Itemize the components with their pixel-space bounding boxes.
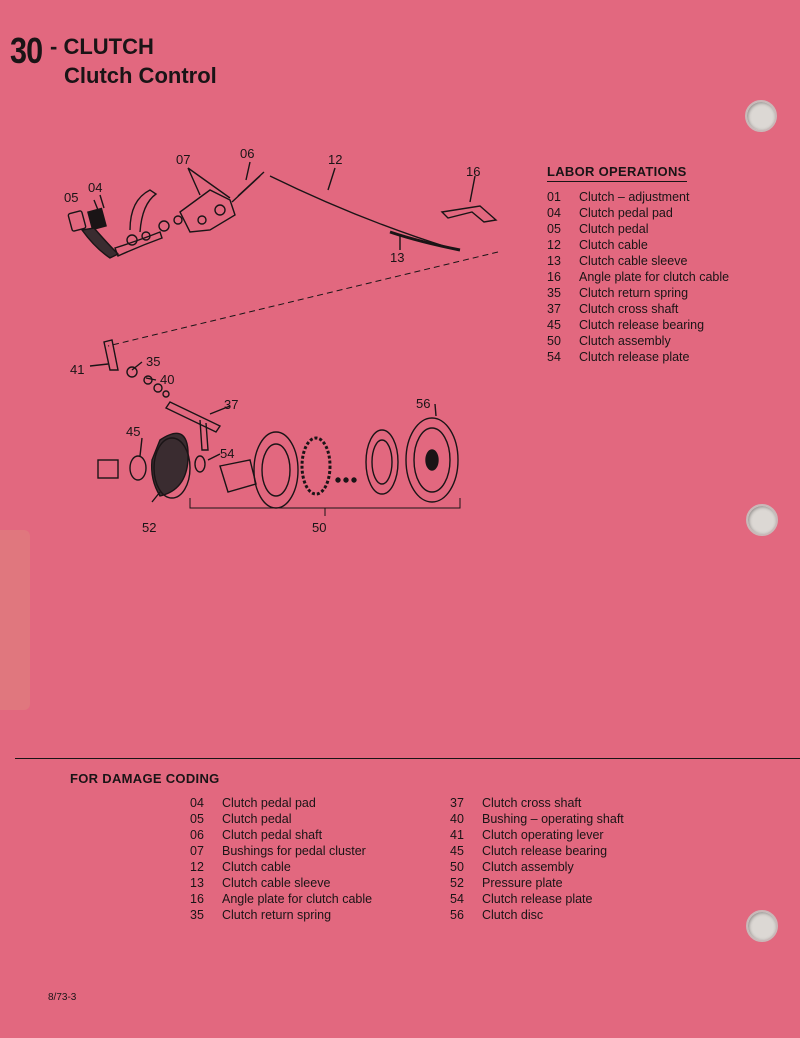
clutch-cable-drawing (270, 176, 450, 248)
list-item: 50 Clutch assembly (547, 334, 671, 348)
list-item: 04 Clutch pedal pad (547, 206, 673, 220)
list-item: 16 Angle plate for clutch cable (190, 892, 373, 906)
list-item: 41 Clutch operating lever (450, 828, 604, 842)
list-item: 04 Clutch pedal pad (190, 796, 316, 810)
damage-coding-column-1 (190, 795, 372, 923)
labor-operations-list (547, 189, 729, 365)
page-code: 8/73-3 (48, 992, 77, 1003)
clutch-exploded-diagram (60, 140, 500, 540)
callout-04: 04 (88, 180, 103, 195)
list-item: 35 Clutch return spring (547, 286, 689, 300)
damage-coding-column-2 (450, 795, 624, 923)
list-item: 12 Clutch cable (547, 238, 648, 252)
list-item: 54 Clutch release plate (450, 892, 593, 906)
list-item: 56 Clutch disc (450, 908, 544, 922)
callout-50: 50 (312, 520, 327, 535)
callout-37: 37 (224, 397, 239, 412)
page-tab (0, 530, 30, 710)
list-item: 52 Pressure plate (450, 876, 563, 890)
callout-45: 45 (126, 424, 141, 439)
section-divider (15, 758, 800, 759)
list-item: 35 Clutch return spring (190, 908, 332, 922)
callout-12: 12 (328, 152, 343, 167)
list-item: 05 Clutch pedal (547, 222, 649, 236)
list-item: 01 Clutch – adjustment (547, 190, 690, 204)
binder-hole-top (745, 100, 777, 132)
list-item: 05 Clutch pedal (190, 812, 292, 826)
section-number: 30 (10, 30, 43, 71)
callout-07: 07 (176, 152, 191, 167)
list-item: 50 Clutch assembly (450, 860, 574, 874)
damage-coding-heading: FOR DAMAGE CODING (70, 771, 220, 786)
list-item: 07 Bushings for pedal cluster (190, 844, 366, 858)
callout-35: 35 (146, 354, 161, 369)
callout-52: 52 (142, 520, 157, 535)
callout-56: 56 (416, 396, 431, 411)
list-item: 06 Clutch pedal shaft (190, 828, 323, 842)
list-item: 16 Angle plate for clutch cable (547, 270, 730, 284)
labor-operations-heading: LABOR OPERATIONS (547, 164, 687, 182)
callout-05: 05 (64, 190, 79, 205)
callout-40: 40 (160, 372, 175, 387)
binder-hole-bottom (746, 910, 778, 942)
callout-13: 13 (390, 250, 405, 265)
list-item: 37 Clutch cross shaft (547, 302, 679, 316)
list-item: 13 Clutch cable sleeve (190, 876, 331, 890)
list-item: 45 Clutch release bearing (450, 844, 608, 858)
callout-41: 41 (70, 362, 85, 377)
section-title: - CLUTCH (50, 34, 154, 59)
list-item: 45 Clutch release bearing (547, 318, 705, 332)
callout-54: 54 (220, 446, 235, 461)
angle-plate-drawing (442, 206, 496, 222)
list-item: 13 Clutch cable sleeve (547, 254, 688, 268)
page-subtitle: Clutch Control (64, 63, 217, 88)
list-item: 12 Clutch cable (190, 860, 291, 874)
list-item: 54 Clutch release plate (547, 350, 690, 364)
callout-06: 06 (240, 146, 255, 161)
list-item: 40 Bushing – operating shaft (450, 812, 624, 826)
binder-hole-middle (746, 504, 778, 536)
list-item: 37 Clutch cross shaft (450, 796, 582, 810)
callout-16: 16 (466, 164, 481, 179)
